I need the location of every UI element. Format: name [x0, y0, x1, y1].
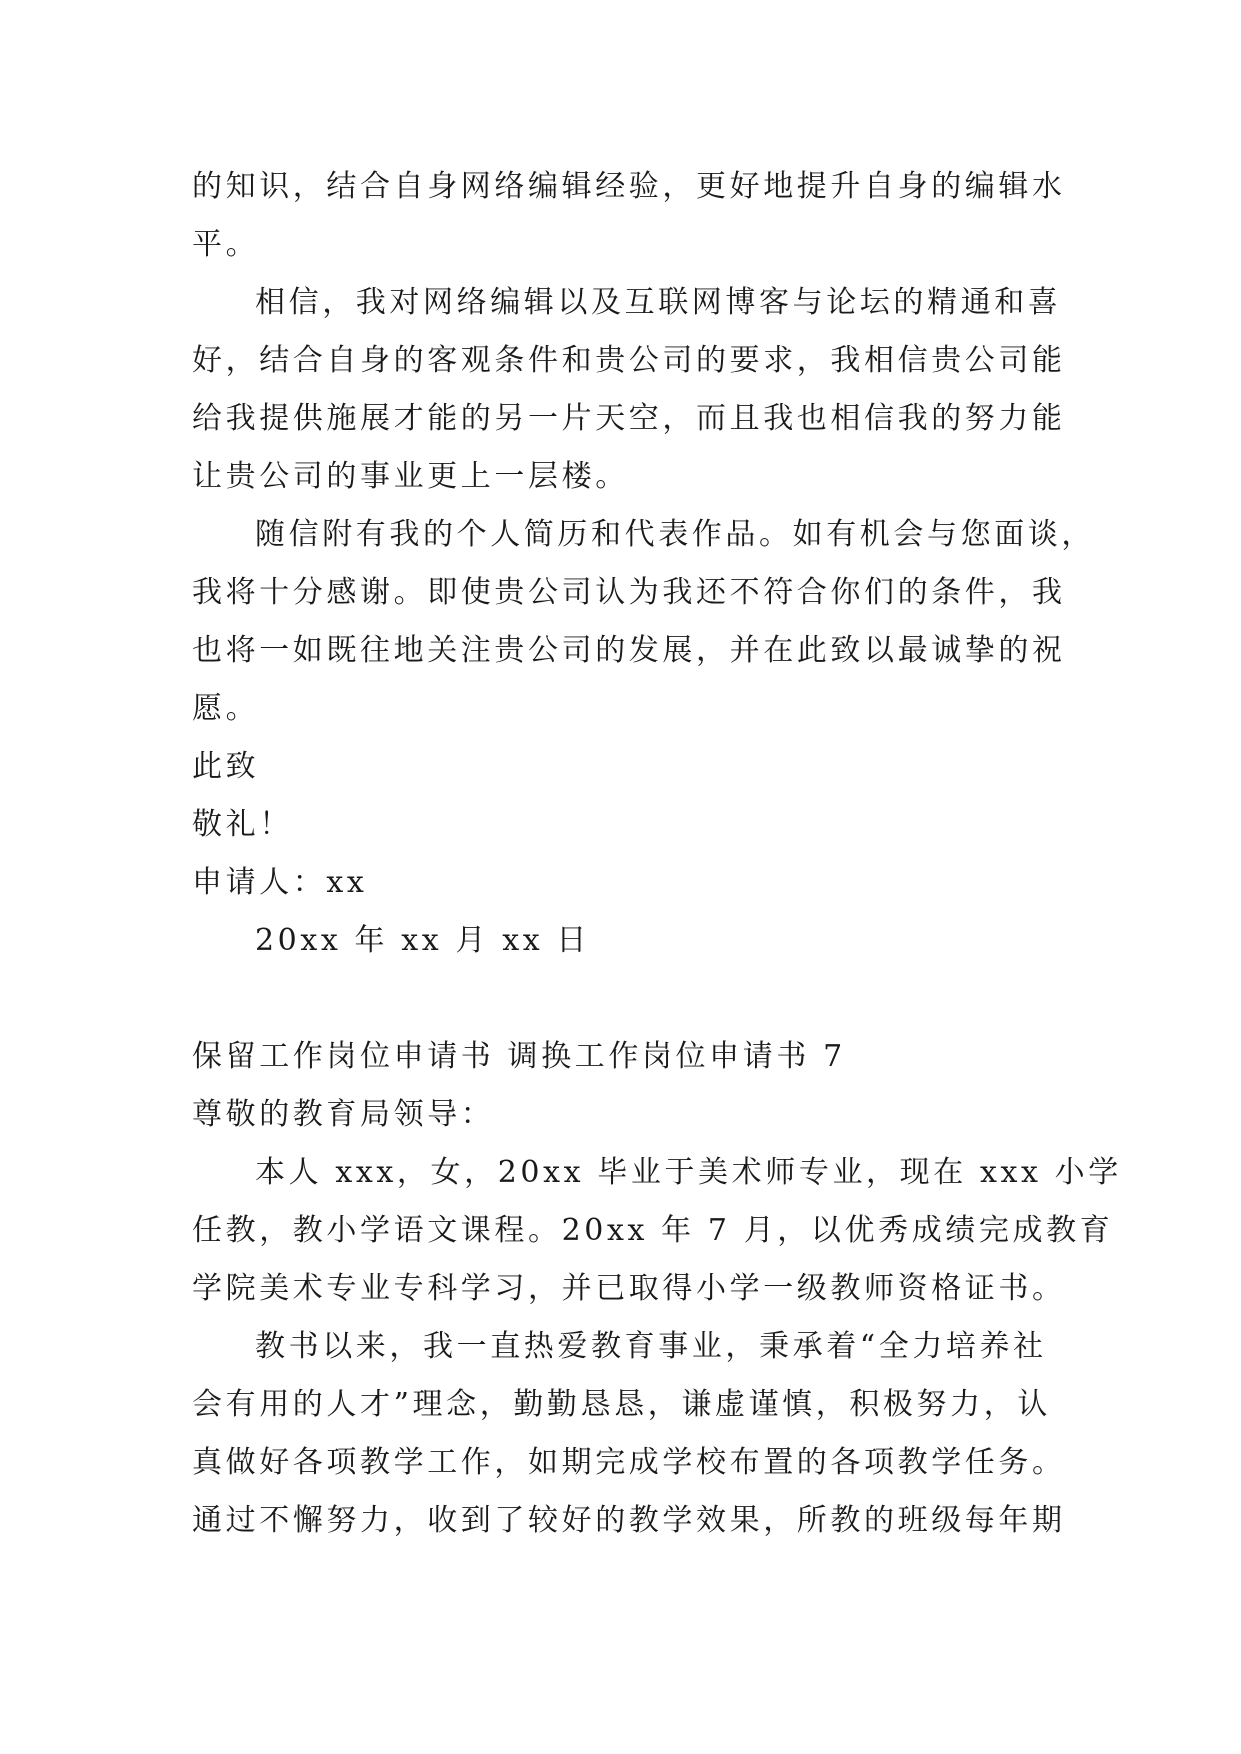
applicant-line: 申请人：xx	[192, 865, 368, 900]
blank-line	[192, 970, 1052, 1028]
text-line: 的知识，结合自身网络编辑经验，更好地提升自身的编辑水	[192, 169, 1066, 204]
date-line: 20xx 年 xx 月 xx 日	[255, 923, 590, 958]
text-line: 会有用的人才”理念，勤勤恳恳，谦虚谨慎，积极努力，认	[192, 1387, 1051, 1422]
text-line: 通过不懈努力，收到了较好的教学效果，所教的班级每年期	[192, 1503, 1066, 1538]
text-line: 任教，教小学语文课程。20xx 年 7 月，以优秀成绩完成教育	[192, 1213, 1114, 1248]
text-line: 也将一如既往地关注贵公司的发展，并在此致以最诚挚的祝	[192, 633, 1066, 668]
salutation-line: 敬礼！	[192, 807, 293, 842]
text-line: 我将十分感谢。即使贵公司认为我还不符合你们的条件，我	[192, 575, 1066, 610]
paragraph-start-line: 教书以来，我一直热爱教育事业，秉承着“全力培养社	[255, 1329, 1047, 1364]
text-line: 真做好各项教学工作，如期完成学校布置的各项教学任务。	[192, 1445, 1066, 1480]
text-line: 让贵公司的事业更上一层楼。	[192, 459, 629, 494]
text-line: 学院美术专业专科学习，并已取得小学一级教师资格证书。	[192, 1271, 1066, 1306]
closing-line: 此致	[192, 749, 260, 784]
paragraph-start-line: 随信附有我的个人简历和代表作品。如有机会与您面谈，	[255, 517, 1095, 552]
section-title: 保留工作岗位申请书 调换工作岗位申请书 7	[192, 1039, 846, 1074]
document-body	[192, 158, 1122, 1550]
text-line: 平。	[192, 227, 260, 262]
paragraph-start-line: 相信，我对网络编辑以及互联网博客与论坛的精通和喜	[255, 285, 1062, 320]
paragraph-start-line: 本人 xxx，女，20xx 毕业于美术师专业，现在 xxx 小学	[255, 1155, 1122, 1190]
text-line: 给我提供施展才能的另一片天空，而且我也相信我的努力能	[192, 401, 1066, 436]
text-line: 愿。	[192, 691, 260, 726]
text-line: 好，结合自身的客观条件和贵公司的要求，我相信贵公司能	[192, 343, 1066, 378]
greeting-line: 尊敬的教育局领导：	[192, 1097, 495, 1132]
